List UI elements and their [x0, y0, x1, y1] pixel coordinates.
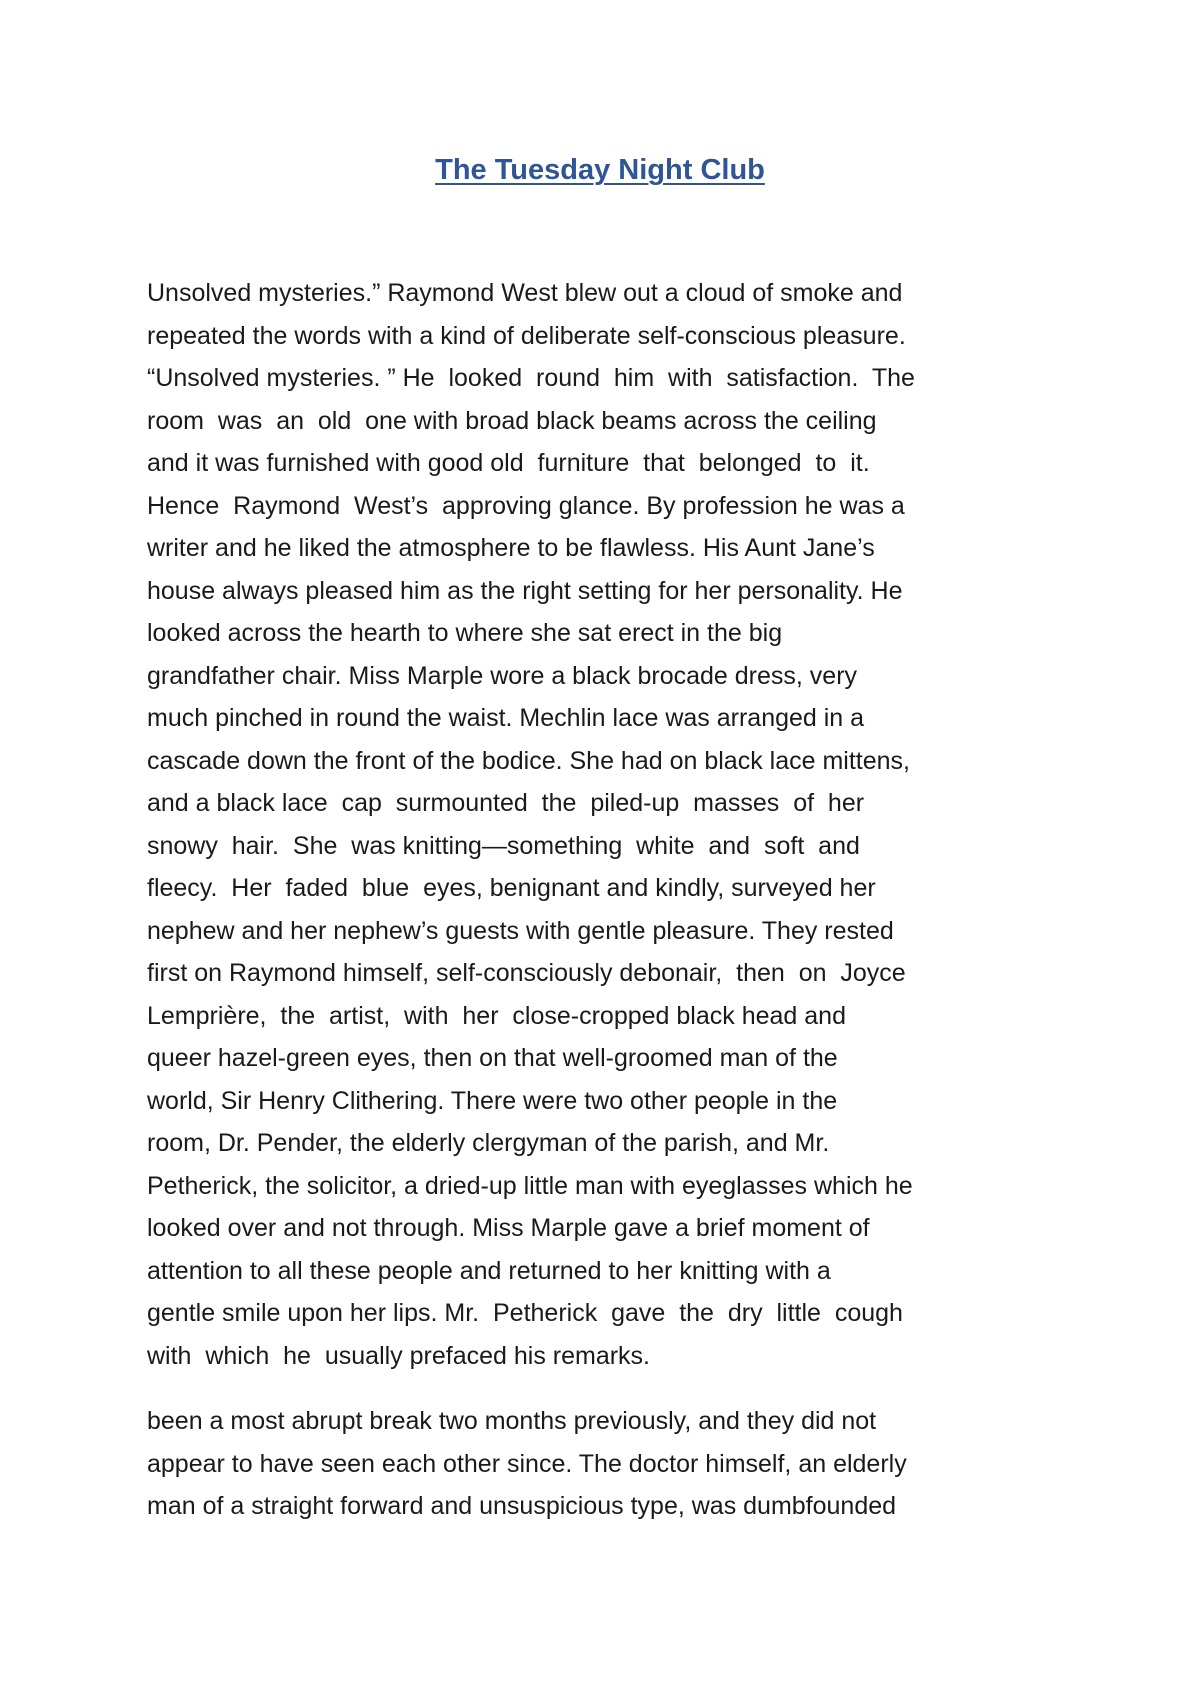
text-line: snowy hair. She was knitting—something white and soft and — [147, 831, 860, 860]
text-line: nephew and her nephew’s guests with gentle pleasure. They rested — [147, 916, 894, 945]
text-line: house always pleased him as the right setting for her personality. He — [147, 576, 903, 605]
text-line: first on Raymond himself, self-consciously debonair, then on Joyce — [147, 959, 906, 987]
text-line: cascade down the front of the bodice. She had on black lace mittens, — [147, 746, 910, 775]
text-line: writer and he liked the atmosphere to be flawless. His Aunt Jane’s — [147, 534, 875, 562]
text-line: appear to have seen each other since. The doctor himself, an elderly — [147, 1449, 907, 1478]
text-line: attention to all these people and returned to her knitting with a — [147, 1256, 831, 1285]
text-line: world, Sir Henry Clithering. There were two other people in the — [147, 1086, 838, 1115]
paragraph-2 — [147, 1400, 1087, 1528]
text-line: man of a straight forward and unsuspicious type, was dumbfounded — [147, 1492, 897, 1520]
text-line: Petherick, the solicitor, a dried-up little man with eyeglasses which he — [147, 1171, 913, 1200]
text-line: Unsolved mysteries.” Raymond West blew out a cloud of smoke and — [147, 279, 903, 307]
text-line: and a black lace cap surmounted the piled-up masses of her — [147, 789, 865, 817]
text-line: been a most abrupt break two months previously, and they did not — [147, 1407, 877, 1435]
text-line: room was an old one with broad black beams across the ceiling — [147, 406, 877, 435]
text-line: much pinched in round the waist. Mechlin lace was arranged in a — [147, 704, 865, 732]
text-line: queer hazel-green eyes, then on that well-groomed man of the — [147, 1044, 838, 1072]
text-line: and it was furnished with good old furniture that belonged to it. — [147, 449, 870, 477]
text-line: with which he usually prefaced his remarks. — [147, 1341, 650, 1370]
text-line: repeated the words with a kind of deliberate self-conscious pleasure. — [147, 321, 906, 350]
text-line: room, Dr. Pender, the elderly clergyman of the parish, and Mr. — [147, 1129, 830, 1157]
text-line: gentle smile upon her lips. Mr. Petherick gave the dry little cough — [147, 1299, 903, 1327]
document-title: The Tuesday Night Club — [435, 154, 765, 186]
text-line: fleecy. Her faded blue eyes, benignant and kindly, surveyed her — [147, 874, 876, 902]
text-line: Lemprière, the artist, with her close-cropped black head and — [147, 1001, 846, 1030]
paragraph-1 — [147, 272, 1087, 1377]
text-line: Hence Raymond West’s approving glance. By profession he was a — [147, 491, 905, 520]
text-line: “Unsolved mysteries. ” He looked round him with satisfaction. The — [147, 364, 915, 392]
text-line: looked over and not through. Miss Marple gave a brief moment of — [147, 1214, 870, 1242]
text-line: grandfather chair. Miss Marple wore a black brocade dress, very — [147, 661, 858, 690]
text-line: looked across the hearth to where she sat erect in the big — [147, 619, 783, 647]
